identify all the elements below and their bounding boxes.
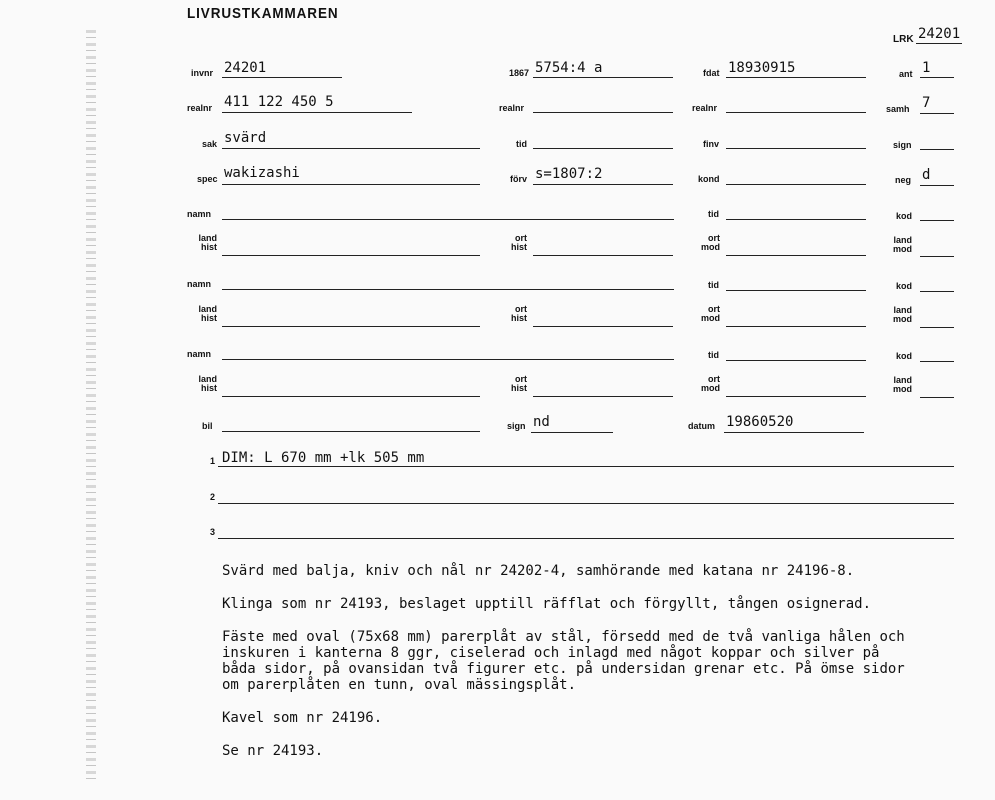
land-hist-label-3: land hist (198, 374, 217, 393)
note-paragraph: Klinga som nr 24193, beslaget upptill räfflat och förgyllt, tången osignerad. (222, 596, 872, 612)
kod-label-3: kod (896, 351, 913, 361)
y1867-line (533, 77, 673, 78)
land-hist-label-2: land hist (198, 304, 217, 323)
row-number-3: 3 (210, 527, 216, 537)
invnr-label: invnr (191, 68, 214, 78)
tid-label-1: tid (708, 209, 719, 219)
lrk-underline (916, 43, 962, 44)
land-hist-line-1 (222, 255, 480, 256)
tid-label-3: tid (708, 350, 719, 360)
ort-hist-label-1: ort hist (510, 233, 527, 252)
sign2-value: nd (533, 414, 550, 430)
spec-label: spec (197, 174, 218, 184)
tid1-label: tid (516, 139, 527, 149)
forv-value: s=1807:2 (535, 166, 603, 182)
land-hist-line-2 (222, 326, 480, 327)
neg-label: neg (895, 175, 912, 185)
lrk-value: 24201 (918, 26, 961, 42)
ort-mod-label-1: ort mod (701, 233, 720, 252)
finv-line (726, 148, 866, 149)
land-hist-label-1: land hist (198, 233, 217, 252)
ort-mod-line-1 (726, 255, 866, 256)
land-mod-label-3: land mod (893, 375, 912, 394)
namn-label-1: namn (187, 209, 212, 219)
ort-hist-line-3 (533, 396, 673, 397)
neg-value: d (922, 167, 931, 183)
invnr-value: 24201 (224, 60, 267, 76)
ant-value: 1 (922, 60, 931, 76)
numbered-line-2 (218, 503, 954, 504)
ort-mod-line-3 (726, 396, 866, 397)
lrk-label: LRK (893, 34, 914, 45)
land-mod-line-1 (920, 256, 954, 257)
kond-label: kond (698, 174, 720, 184)
namn-line-2 (222, 289, 674, 290)
realnr3-line (726, 112, 866, 113)
samh-label: samh (886, 104, 910, 114)
spec-value: wakizashi (224, 165, 300, 181)
ort-hist-line-2 (533, 326, 673, 327)
tid-line-3 (726, 360, 866, 361)
kod-line-1 (920, 220, 954, 221)
namn-label-2: namn (187, 279, 212, 289)
bil-label: bil (202, 421, 213, 431)
neg-line (920, 185, 954, 186)
samh-value: 7 (922, 95, 931, 111)
invnr-line (222, 77, 342, 78)
sign2-label: sign (507, 421, 526, 431)
fdat-line (726, 77, 866, 78)
y1867-label: 1867 (509, 68, 530, 78)
sign2-line (531, 432, 613, 433)
datum-line (724, 432, 864, 433)
y1867-value: 5754:4 a (535, 60, 603, 76)
ort-mod-line-2 (726, 326, 866, 327)
datum-value: 19860520 (726, 414, 794, 430)
realnr3-label: realnr (692, 103, 718, 113)
land-mod-line-2 (920, 327, 954, 328)
kond-line (726, 184, 866, 185)
sak-label: sak (202, 139, 218, 149)
land-hist-line-3 (222, 396, 480, 397)
ant-label: ant (899, 69, 913, 79)
row-number-2: 2 (210, 492, 216, 502)
tid-line-2 (726, 290, 866, 291)
samh-line (920, 113, 954, 114)
namn-label-3: namn (187, 349, 212, 359)
fdat-value: 18930915 (728, 60, 796, 76)
ort-hist-label-3: ort hist (510, 374, 527, 393)
kod-line-3 (920, 361, 954, 362)
datum-label: datum (688, 421, 715, 431)
kod-line-2 (920, 291, 954, 292)
finv-label: finv (703, 139, 720, 149)
realnr1-value: 411 122 450 5 (224, 94, 334, 110)
note-paragraph: Se nr 24193. (222, 743, 324, 759)
note-paragraph: Svärd med balja, kniv och nål nr 24202-4, samhörande med katana nr 24196-8. (222, 563, 855, 579)
note-paragraph: Fäste med oval (75x68 mm) parerplåt av stål, försedd med de två vanliga hålen och inskuren i kanterna 8 ggr, ciselerad och inlagd med något koppar och silver på båda sidor, på ovansidan två figurer etc. på undersidan grenar etc. På ömse sidor om parerplåten en tunn, oval mässingsplåt. (222, 629, 905, 693)
land-mod-label-1: land mod (893, 235, 912, 254)
row-number-1: 1 (210, 456, 216, 466)
ort-mod-label-2: ort mod (701, 304, 720, 323)
ort-hist-line-1 (533, 255, 673, 256)
binder-edge (86, 30, 96, 780)
note-paragraph: Kavel som nr 24196. (222, 710, 383, 726)
forv-label: förv (510, 174, 528, 184)
namn-line-3 (222, 359, 674, 360)
kod-label-1: kod (896, 211, 913, 221)
ort-hist-label-2: ort hist (510, 304, 527, 323)
numbered-line-3 (218, 538, 954, 539)
sak-value: svärd (224, 130, 267, 146)
fdat-label: fdat (703, 68, 720, 78)
kod-label-2: kod (896, 281, 913, 291)
numbered-value-1: DIM: L 670 mm +lk 505 mm (222, 450, 425, 466)
sign1-line (920, 149, 954, 150)
tid-label-2: tid (708, 280, 719, 290)
ant-line (920, 77, 954, 78)
realnr1-label: realnr (187, 103, 213, 113)
forv-line (533, 184, 673, 185)
bil-line (222, 431, 480, 432)
sign1-label: sign (893, 140, 912, 150)
sak-line (222, 148, 480, 149)
spec-line (222, 184, 480, 185)
land-mod-label-2: land mod (893, 305, 912, 324)
tid-line-1 (726, 219, 866, 220)
institution-header: LIVRUSTKAMMAREN (187, 5, 339, 22)
tid1-line (533, 148, 673, 149)
realnr2-label: realnr (499, 103, 525, 113)
numbered-line-1 (218, 466, 954, 467)
notes-block (222, 563, 962, 776)
namn-line-1 (222, 219, 674, 220)
realnr2-line (533, 112, 673, 113)
ort-mod-label-3: ort mod (701, 374, 720, 393)
land-mod-line-3 (920, 397, 954, 398)
realnr1-line (222, 112, 412, 113)
